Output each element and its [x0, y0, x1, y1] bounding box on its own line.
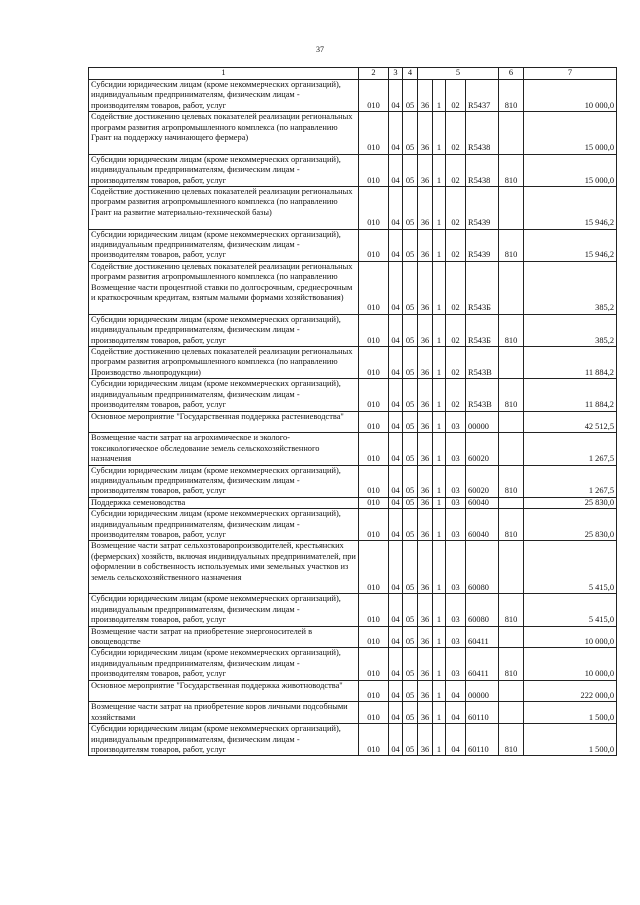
row-expense-type: 810 [499, 594, 524, 626]
row-code-direction: 00000 [466, 411, 499, 433]
row-code-event: 04 [446, 724, 466, 756]
row-code-subsection: 05 [403, 724, 418, 756]
table-row [89, 411, 617, 433]
row-code-ministry: 010 [359, 314, 389, 346]
row-code-program: 36 [418, 112, 433, 155]
row-amount: 385,2 [524, 314, 617, 346]
table-row [89, 724, 617, 756]
row-amount: 15 000,0 [524, 112, 617, 155]
row-description: Субсидии юридическим лицам (кроме некоммерческих организаций), индивидуальным предпринимателям, физическим лицам - производителям товаров, работ, услуг [89, 465, 359, 497]
table-row [89, 80, 617, 112]
row-code-section: 04 [389, 648, 403, 680]
row-expense-type [499, 347, 524, 379]
row-code-subsection: 05 [403, 314, 418, 346]
row-code-direction: R5438 [466, 154, 499, 186]
row-code-section: 04 [389, 433, 403, 465]
table-row [89, 154, 617, 186]
row-code-event: 04 [446, 702, 466, 724]
row-code-subsection: 05 [403, 541, 418, 594]
row-code-program: 36 [418, 648, 433, 680]
row-expense-type [499, 261, 524, 314]
row-description: Субсидии юридическим лицам (кроме некоммерческих организаций), индивидуальным предпринимателям, физическим лицам - производителям товаров, работ, услуг [89, 314, 359, 346]
row-code-program: 36 [418, 80, 433, 112]
row-expense-type: 810 [499, 229, 524, 261]
row-code-section: 04 [389, 154, 403, 186]
row-code-ministry: 010 [359, 433, 389, 465]
row-code-section: 04 [389, 80, 403, 112]
row-code-subprogram: 1 [433, 314, 446, 346]
row-code-subsection: 05 [403, 497, 418, 508]
table-row [89, 465, 617, 497]
row-amount: 15 946,2 [524, 187, 617, 230]
row-code-section: 04 [389, 626, 403, 648]
row-code-program: 36 [418, 411, 433, 433]
row-expense-type [499, 433, 524, 465]
table-row [89, 541, 617, 594]
row-code-subprogram: 1 [433, 541, 446, 594]
row-expense-type: 810 [499, 154, 524, 186]
row-amount: 15 000,0 [524, 154, 617, 186]
row-code-event: 02 [446, 347, 466, 379]
row-description: Основное мероприятие "Государственная поддержка животноводства" [89, 680, 359, 702]
row-code-section: 04 [389, 229, 403, 261]
row-code-ministry: 010 [359, 187, 389, 230]
row-code-ministry: 010 [359, 724, 389, 756]
row-code-event: 03 [446, 465, 466, 497]
row-code-event: 03 [446, 541, 466, 594]
row-code-ministry: 010 [359, 112, 389, 155]
page-number: 37 [316, 45, 324, 54]
row-code-section: 04 [389, 680, 403, 702]
row-code-event: 02 [446, 314, 466, 346]
row-description: Субсидии юридическим лицам (кроме некоммерческих организаций), индивидуальным предпринимателям, физическим лицам - производителям товаров, работ, услуг [89, 154, 359, 186]
row-amount: 1 500,0 [524, 702, 617, 724]
row-code-direction: 60110 [466, 724, 499, 756]
row-description: Субсидии юридическим лицам (кроме некоммерческих организаций), индивидуальным предпринимателям, физическим лицам - производителям товаров, работ, услуг [89, 724, 359, 756]
row-expense-type [499, 680, 524, 702]
row-amount: 42 512,5 [524, 411, 617, 433]
row-code-ministry: 010 [359, 229, 389, 261]
row-code-program: 36 [418, 261, 433, 314]
row-expense-type [499, 411, 524, 433]
row-code-subsection: 05 [403, 648, 418, 680]
row-code-section: 04 [389, 509, 403, 541]
row-code-direction: 60080 [466, 541, 499, 594]
table-row [89, 261, 617, 314]
table-header-row [89, 68, 617, 80]
row-description: Субсидии юридическим лицам (кроме некоммерческих организаций), индивидуальным предпринимателям, физическим лицам - производителям товаров, работ, услуг [89, 648, 359, 680]
row-description: Возмещение части затрат сельхозтоваропроизводителей, крестьянских (фермерских) хозяйств, включая индивидуальных предпринимателей, при оформлении в собственность используемых ими земельных участков из земель сельскохозяйственного назначения [89, 541, 359, 594]
row-code-event: 03 [446, 497, 466, 508]
row-amount: 1 267,5 [524, 433, 617, 465]
row-code-section: 04 [389, 702, 403, 724]
row-code-program: 36 [418, 379, 433, 411]
row-code-ministry: 010 [359, 648, 389, 680]
row-code-program: 36 [418, 347, 433, 379]
row-description: Возмещение части затрат на приобретение энергоносителей в овощеводстве [89, 626, 359, 648]
row-code-program: 36 [418, 497, 433, 508]
row-description: Субсидии юридическим лицам (кроме некоммерческих организаций), индивидуальным предпринимателям, физическим лицам - производителям товаров, работ, услуг [89, 80, 359, 112]
row-code-subsection: 05 [403, 411, 418, 433]
row-code-ministry: 010 [359, 497, 389, 508]
row-code-subsection: 05 [403, 626, 418, 648]
table-row [89, 433, 617, 465]
row-code-ministry: 010 [359, 154, 389, 186]
row-code-event: 02 [446, 187, 466, 230]
table-row [89, 347, 617, 379]
row-code-ministry: 010 [359, 379, 389, 411]
row-expense-type [499, 112, 524, 155]
table-row [89, 314, 617, 346]
row-amount: 5 415,0 [524, 594, 617, 626]
row-code-subsection: 05 [403, 379, 418, 411]
row-description: Субсидии юридическим лицам (кроме некоммерческих организаций), индивидуальным предпринимателям, физическим лицам - производителям товаров, работ, услуг [89, 379, 359, 411]
row-code-direction: 60040 [466, 497, 499, 508]
row-code-subprogram: 1 [433, 509, 446, 541]
column-header-1: 1 [89, 68, 359, 80]
row-code-subprogram: 1 [433, 80, 446, 112]
row-expense-type: 810 [499, 379, 524, 411]
row-code-event: 02 [446, 80, 466, 112]
row-amount: 25 830,0 [524, 497, 617, 508]
row-code-program: 36 [418, 154, 433, 186]
row-code-subsection: 05 [403, 465, 418, 497]
table-row [89, 509, 617, 541]
row-code-direction: R5439 [466, 229, 499, 261]
row-code-direction: R543В [466, 379, 499, 411]
row-expense-type: 810 [499, 724, 524, 756]
row-code-event: 04 [446, 680, 466, 702]
row-code-subsection: 05 [403, 229, 418, 261]
row-code-subsection: 05 [403, 509, 418, 541]
row-amount: 1 500,0 [524, 724, 617, 756]
row-code-subprogram: 1 [433, 497, 446, 508]
row-code-subsection: 05 [403, 433, 418, 465]
row-code-program: 36 [418, 509, 433, 541]
row-code-section: 04 [389, 724, 403, 756]
row-code-program: 36 [418, 433, 433, 465]
column-header-2: 2 [359, 68, 389, 80]
row-code-program: 36 [418, 187, 433, 230]
row-code-program: 36 [418, 626, 433, 648]
row-code-subprogram: 1 [433, 261, 446, 314]
table-row [89, 626, 617, 648]
row-expense-type [499, 626, 524, 648]
row-expense-type [499, 702, 524, 724]
row-code-program: 36 [418, 314, 433, 346]
row-code-program: 36 [418, 680, 433, 702]
row-code-event: 02 [446, 112, 466, 155]
column-header-3: 3 [389, 68, 403, 80]
row-code-section: 04 [389, 594, 403, 626]
row-description: Субсидии юридическим лицам (кроме некоммерческих организаций), индивидуальным предпринимателям, физическим лицам - производителям товаров, работ, услуг [89, 509, 359, 541]
row-code-program: 36 [418, 702, 433, 724]
row-code-ministry: 010 [359, 509, 389, 541]
row-code-direction: 60411 [466, 626, 499, 648]
row-code-event: 02 [446, 379, 466, 411]
row-code-direction: 60110 [466, 702, 499, 724]
row-code-ministry: 010 [359, 465, 389, 497]
row-code-subsection: 05 [403, 112, 418, 155]
table-row [89, 229, 617, 261]
row-expense-type: 810 [499, 648, 524, 680]
row-code-ministry: 010 [359, 261, 389, 314]
row-amount: 15 946,2 [524, 229, 617, 261]
row-code-section: 04 [389, 497, 403, 508]
row-code-subprogram: 1 [433, 379, 446, 411]
row-amount: 11 884,2 [524, 379, 617, 411]
row-code-subprogram: 1 [433, 229, 446, 261]
row-code-ministry: 010 [359, 80, 389, 112]
row-code-direction: 00000 [466, 680, 499, 702]
row-code-section: 04 [389, 347, 403, 379]
row-code-subsection: 05 [403, 187, 418, 230]
table-row [89, 112, 617, 155]
row-code-section: 04 [389, 314, 403, 346]
row-amount: 222 000,0 [524, 680, 617, 702]
row-code-event: 03 [446, 509, 466, 541]
row-code-ministry: 010 [359, 594, 389, 626]
row-code-event: 03 [446, 433, 466, 465]
row-code-subprogram: 1 [433, 724, 446, 756]
row-code-ministry: 010 [359, 626, 389, 648]
row-code-subsection: 05 [403, 80, 418, 112]
row-expense-type: 810 [499, 509, 524, 541]
row-description: Содействие достижению целевых показателей реализации региональных программ развития агропромышленного комплекса (по направлению Возмещение части процентной ставки по долгосрочным, среднесрочным и краткосрочным кредитам, взятым малыми формами хозяйствования) [89, 261, 359, 314]
row-amount: 385,2 [524, 261, 617, 314]
row-description: Субсидии юридическим лицам (кроме некоммерческих организаций), индивидуальным предпринимателям, физическим лицам - производителям товаров, работ, услуг [89, 229, 359, 261]
row-code-event: 02 [446, 154, 466, 186]
row-code-program: 36 [418, 541, 433, 594]
row-code-section: 04 [389, 187, 403, 230]
row-expense-type [499, 187, 524, 230]
row-description: Поддержка семеноводства [89, 497, 359, 508]
row-code-program: 36 [418, 465, 433, 497]
row-code-subsection: 05 [403, 261, 418, 314]
column-header-6: 6 [499, 68, 524, 80]
row-code-subprogram: 1 [433, 112, 446, 155]
table-row [89, 680, 617, 702]
row-code-subprogram: 1 [433, 347, 446, 379]
row-code-event: 02 [446, 261, 466, 314]
row-code-event: 03 [446, 626, 466, 648]
row-expense-type: 810 [499, 465, 524, 497]
row-description: Возмещение части затрат на приобретение коров личными подсобными хозяйствами [89, 702, 359, 724]
row-expense-type: 810 [499, 80, 524, 112]
row-code-subsection: 05 [403, 594, 418, 626]
row-code-section: 04 [389, 541, 403, 594]
row-code-program: 36 [418, 229, 433, 261]
row-code-subprogram: 1 [433, 187, 446, 230]
row-code-subprogram: 1 [433, 465, 446, 497]
row-code-subprogram: 1 [433, 680, 446, 702]
row-code-direction: 60411 [466, 648, 499, 680]
row-code-program: 36 [418, 594, 433, 626]
table-row [89, 594, 617, 626]
column-header-7: 7 [524, 68, 617, 80]
row-amount: 5 415,0 [524, 541, 617, 594]
row-code-subsection: 05 [403, 680, 418, 702]
row-amount: 25 830,0 [524, 509, 617, 541]
row-description: Основное мероприятие "Государственная поддержка растениеводства" [89, 411, 359, 433]
column-header-4: 4 [403, 68, 418, 80]
row-description: Содействие достижению целевых показателей реализации региональных программ развития агропромышленного комплекса (по направлению Грант на поддержку начинающего фермера) [89, 112, 359, 155]
row-code-event: 03 [446, 594, 466, 626]
row-code-subprogram: 1 [433, 702, 446, 724]
budget-table [88, 67, 617, 756]
row-amount: 10 000,0 [524, 648, 617, 680]
row-code-section: 04 [389, 465, 403, 497]
row-code-subprogram: 1 [433, 433, 446, 465]
row-code-subsection: 05 [403, 702, 418, 724]
row-code-direction: R543Б [466, 314, 499, 346]
row-amount: 11 884,2 [524, 347, 617, 379]
row-amount: 10 000,0 [524, 626, 617, 648]
row-description: Возмещение части затрат на агрохимическое и эколого-токсикологическое обследование земель сельскохозяйственного назначения [89, 433, 359, 465]
table-row [89, 702, 617, 724]
row-code-subprogram: 1 [433, 648, 446, 680]
row-code-section: 04 [389, 112, 403, 155]
row-code-ministry: 010 [359, 702, 389, 724]
row-code-direction: R5439 [466, 187, 499, 230]
table-row [89, 497, 617, 508]
row-description: Субсидии юридическим лицам (кроме некоммерческих организаций), индивидуальным предпринимателям, физическим лицам - производителям товаров, работ, услуг [89, 594, 359, 626]
row-description: Содействие достижению целевых показателей реализации региональных программ развития агропромышленного комплекса (по направлению Грант на развитие материально-технической базы) [89, 187, 359, 230]
row-code-section: 04 [389, 261, 403, 314]
row-expense-type [499, 497, 524, 508]
row-code-ministry: 010 [359, 411, 389, 433]
row-code-subprogram: 1 [433, 594, 446, 626]
row-code-direction: 60020 [466, 465, 499, 497]
row-code-subsection: 05 [403, 347, 418, 379]
row-code-subprogram: 1 [433, 626, 446, 648]
row-code-section: 04 [389, 379, 403, 411]
row-code-subsection: 05 [403, 154, 418, 186]
column-header-5: 5 [418, 68, 499, 80]
row-code-ministry: 010 [359, 347, 389, 379]
row-code-direction: R543Б [466, 261, 499, 314]
row-amount: 10 000,0 [524, 80, 617, 112]
table-row [89, 379, 617, 411]
row-code-direction: R5437 [466, 80, 499, 112]
row-code-direction: 60020 [466, 433, 499, 465]
table-row [89, 648, 617, 680]
row-code-direction: R5438 [466, 112, 499, 155]
table-row [89, 187, 617, 230]
row-code-ministry: 010 [359, 680, 389, 702]
row-code-direction: 60080 [466, 594, 499, 626]
row-amount: 1 267,5 [524, 465, 617, 497]
row-code-event: 03 [446, 648, 466, 680]
row-code-ministry: 010 [359, 541, 389, 594]
row-code-subprogram: 1 [433, 154, 446, 186]
row-code-direction: 60040 [466, 509, 499, 541]
row-expense-type: 810 [499, 314, 524, 346]
row-code-event: 03 [446, 411, 466, 433]
row-code-event: 02 [446, 229, 466, 261]
row-code-direction: R543В [466, 347, 499, 379]
row-code-section: 04 [389, 411, 403, 433]
row-description: Содействие достижению целевых показателей реализации региональных программ развития агропромышленного комплекса (по направлению Производство льнопродукции) [89, 347, 359, 379]
row-code-subprogram: 1 [433, 411, 446, 433]
row-expense-type [499, 541, 524, 594]
row-code-program: 36 [418, 724, 433, 756]
